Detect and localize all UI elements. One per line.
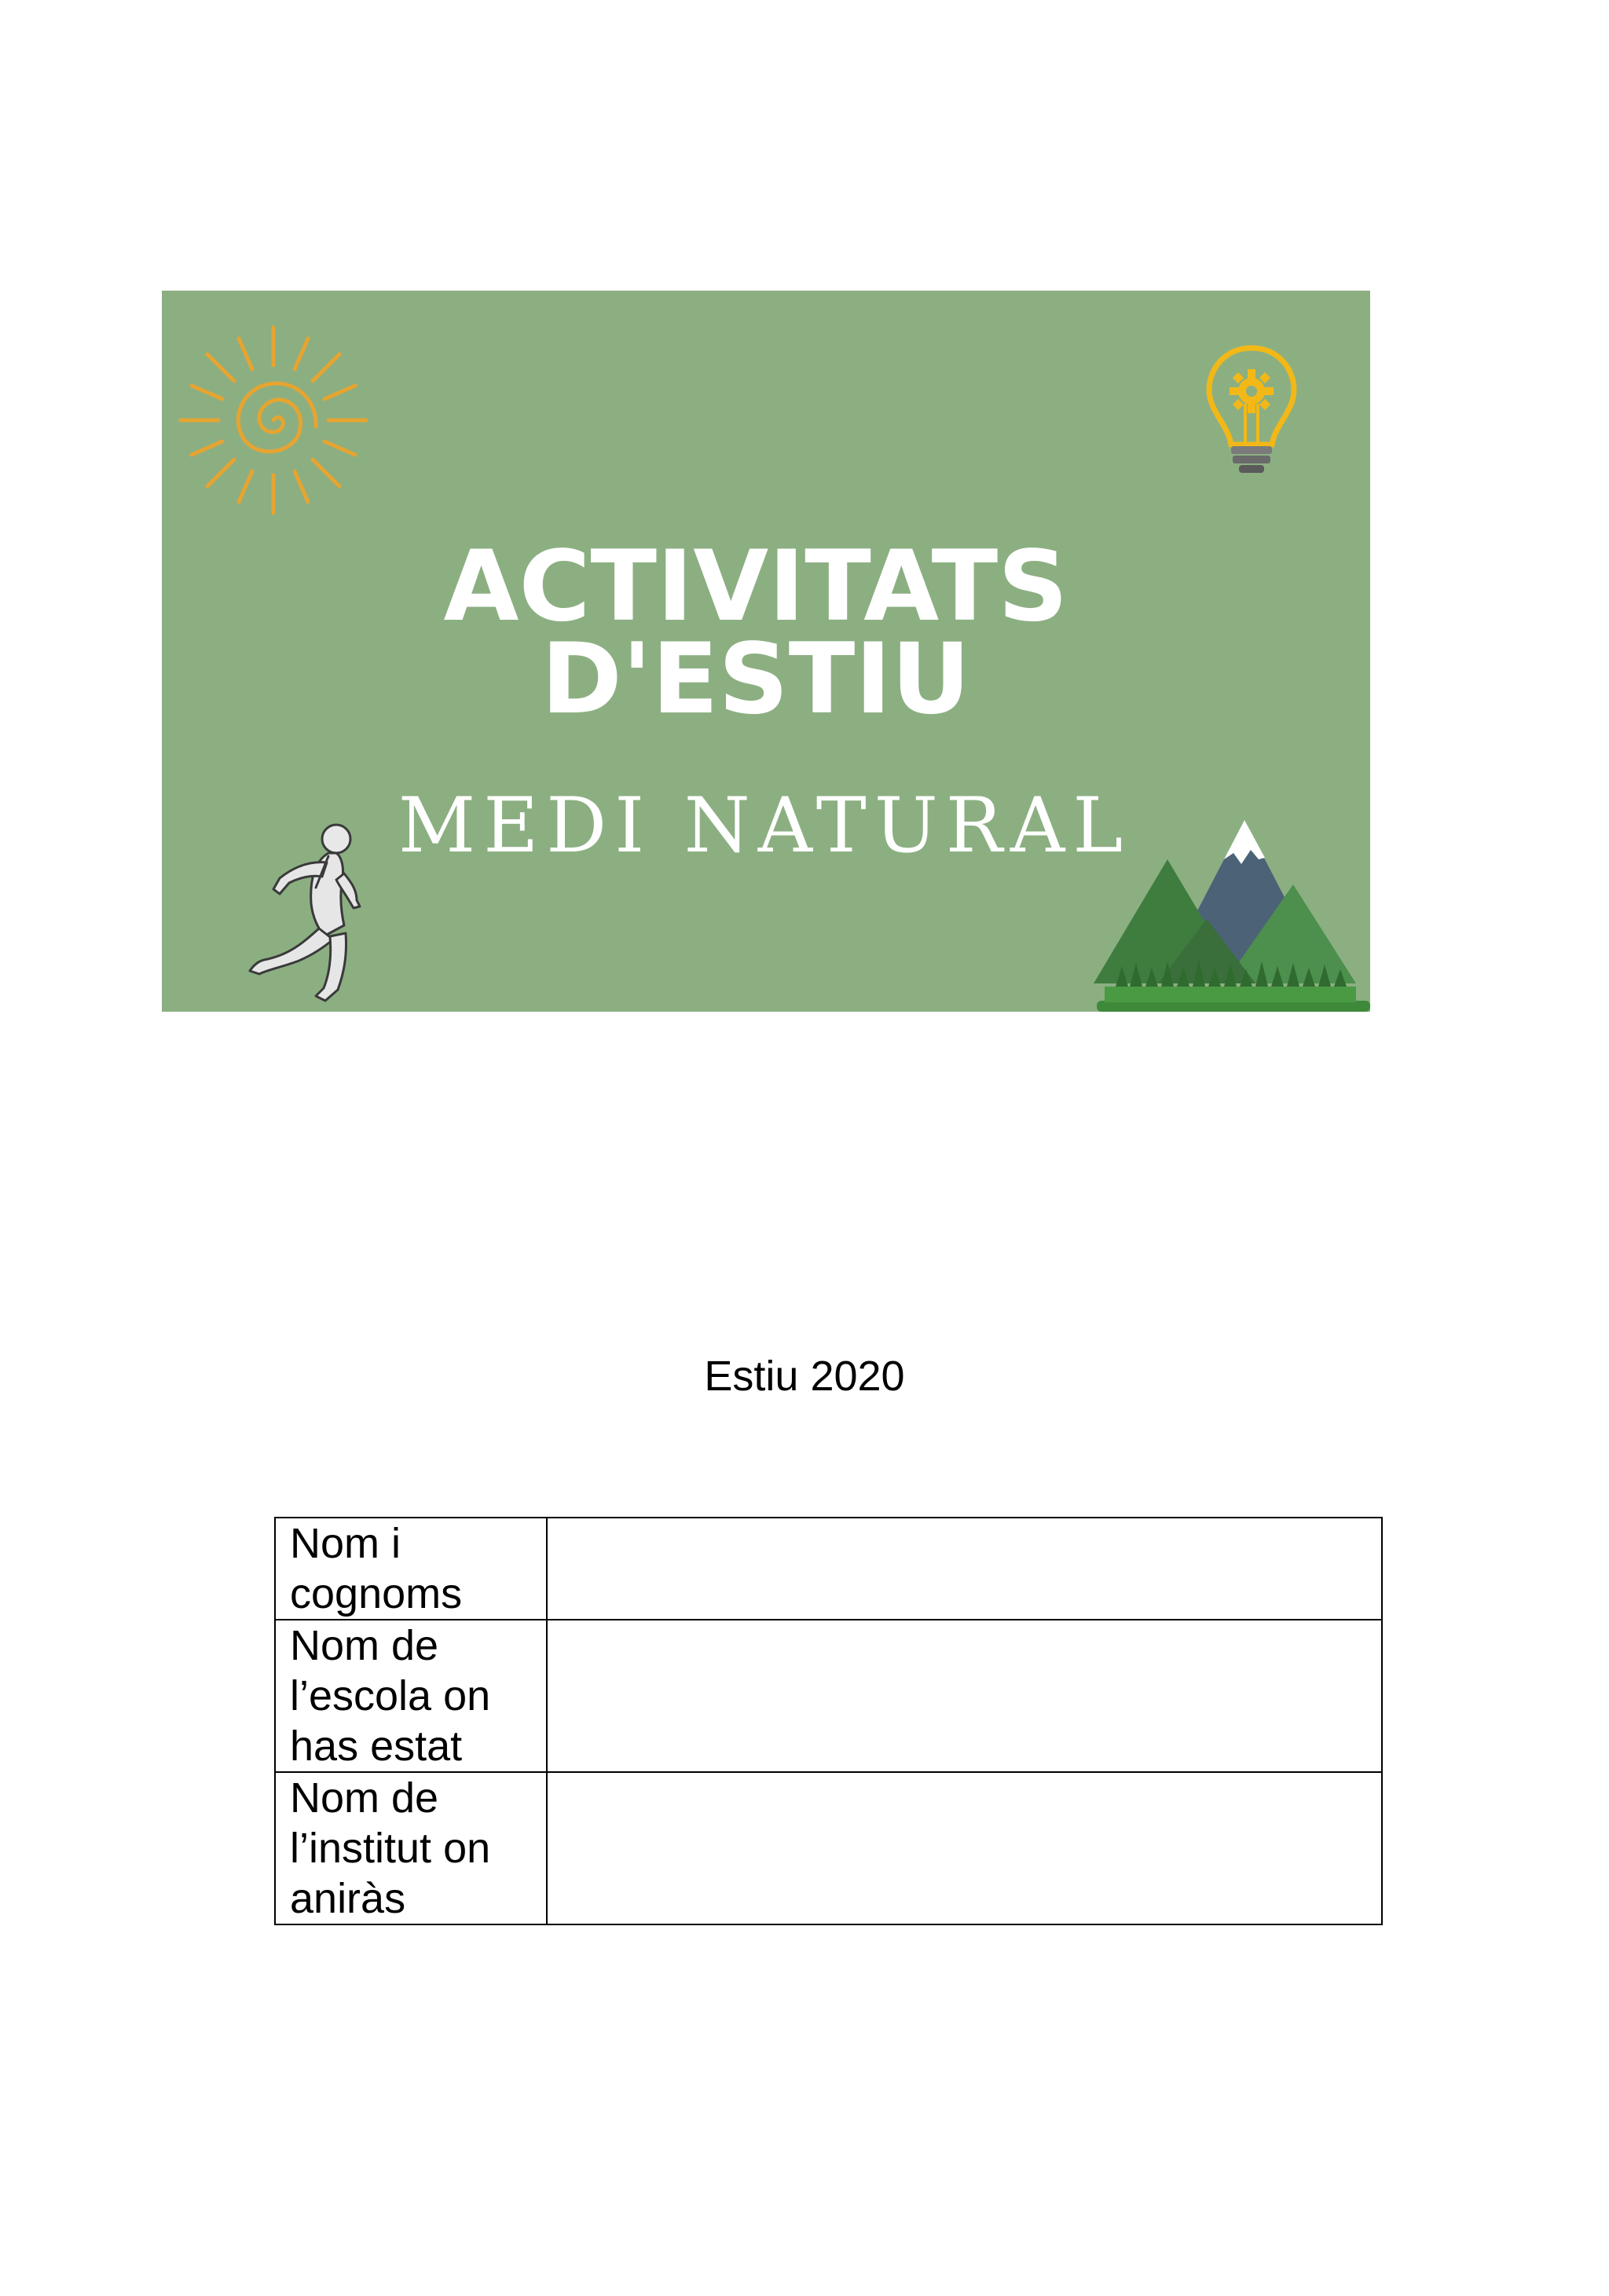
student-info-table: [274, 1517, 1383, 1925]
row-value-institute[interactable]: [547, 1772, 1382, 1924]
cover-banner: [162, 291, 1370, 1012]
sun-spiral-icon: [181, 328, 366, 513]
season-label: Estiu 2020: [704, 1353, 905, 1400]
row-value-name[interactable]: [547, 1518, 1382, 1620]
row-value-school[interactable]: [547, 1620, 1382, 1772]
row-label-institute: Nom de l’institut on aniràs: [275, 1772, 547, 1924]
row-label-name: Nom i cognoms: [275, 1518, 547, 1620]
table-row: [275, 1620, 1382, 1772]
banner-subtitle: MEDI NATURAL: [398, 782, 1131, 870]
row-label-school: Nom de l’escola on has estat: [275, 1620, 547, 1772]
banner-title-line-2: D'ESTIU: [541, 623, 971, 736]
table-row: [275, 1772, 1382, 1924]
banner-title-line-1: ACTIVITATS: [443, 530, 1068, 643]
table-row: [275, 1518, 1382, 1620]
